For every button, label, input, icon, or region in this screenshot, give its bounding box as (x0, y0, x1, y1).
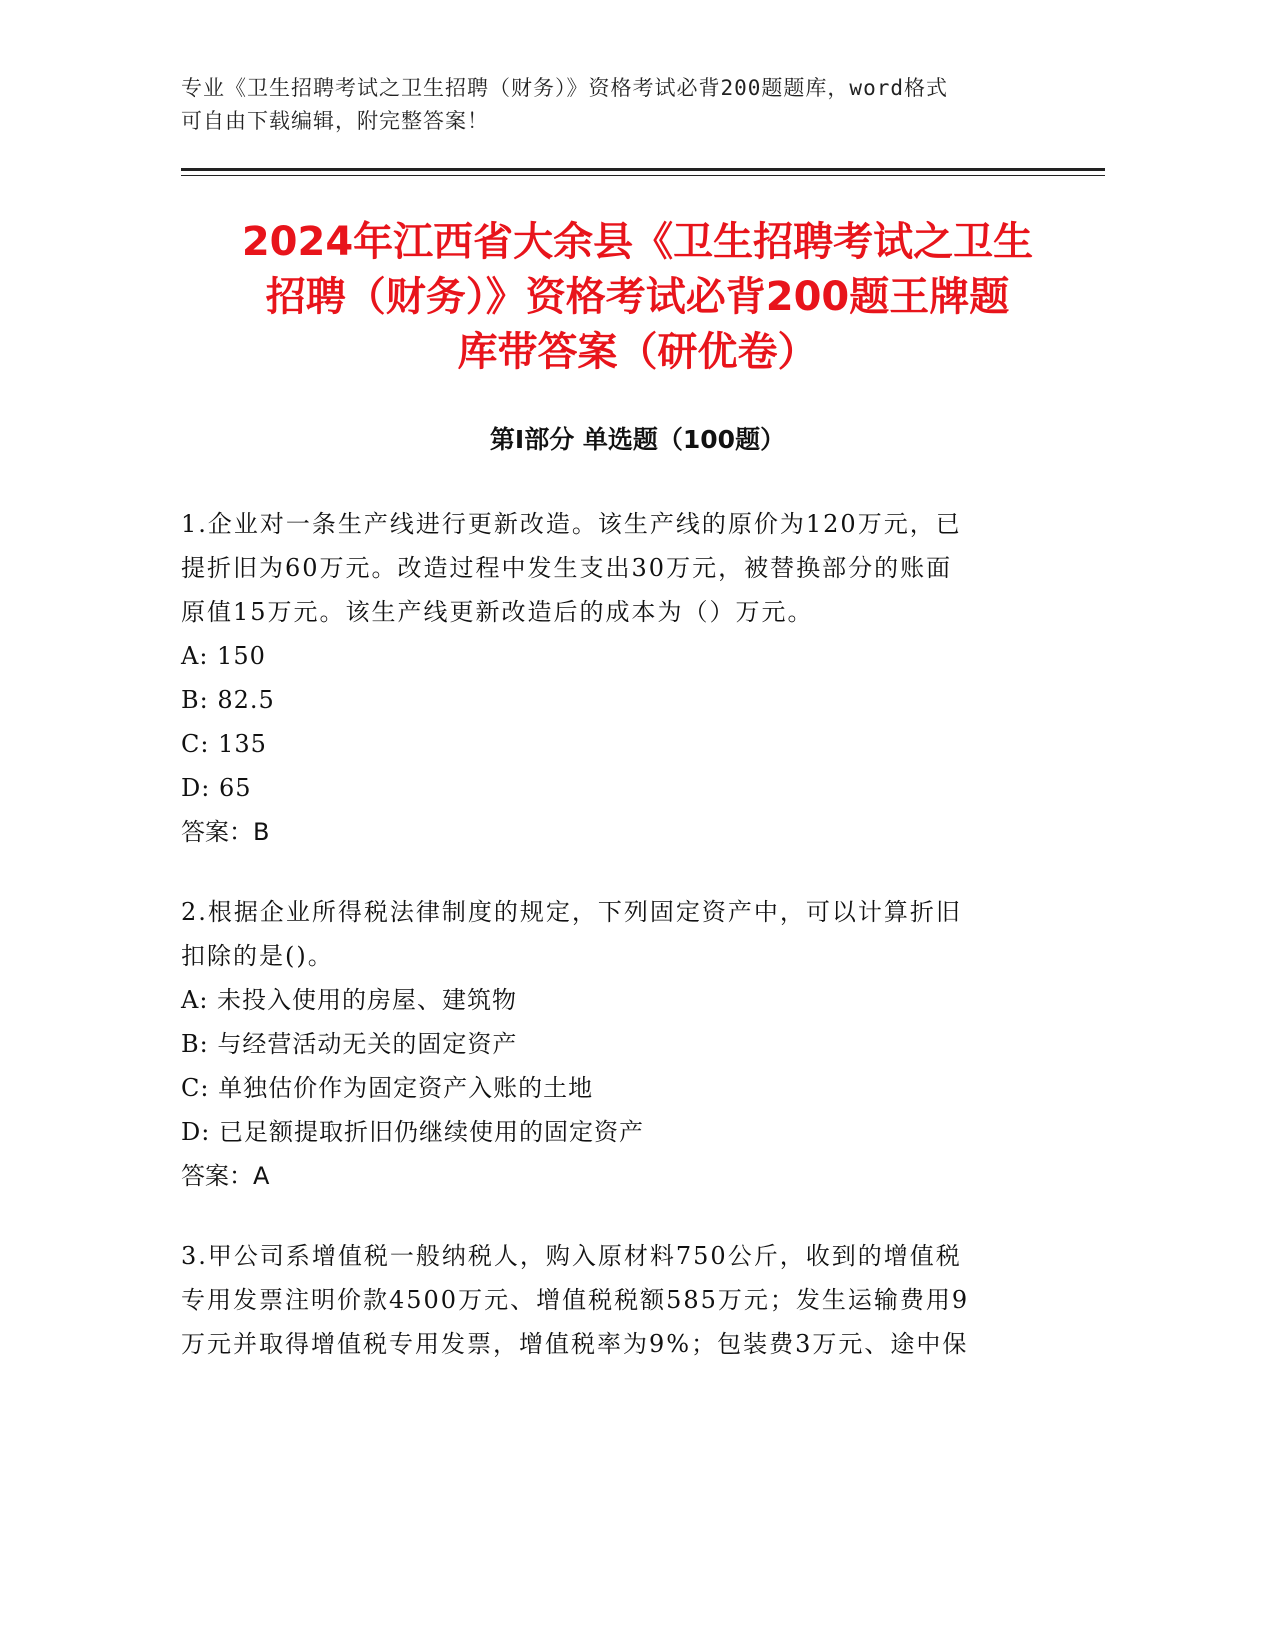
question-2 (181, 890, 1031, 1198)
document-title (150, 215, 1125, 380)
question-list (181, 502, 1031, 1402)
question-3 (181, 1234, 1031, 1366)
header-line-1: 专业《卫生招聘考试之卫生招聘（财务）》资格考试必背200题题库，word格式 (181, 76, 948, 100)
section-heading: 第Ⅰ部分 单选题（100题） (489, 425, 786, 454)
title-line-3: 库带答案（研优卷） (457, 329, 818, 375)
question-text-line: 3.甲公司系增值税一般纳税人，购入原材料750公斤，收到的增值税 (181, 1242, 962, 1270)
answer: 答案：A (181, 1162, 270, 1190)
header-divider-thin (181, 175, 1105, 176)
header-divider-thick (181, 168, 1105, 171)
header-line-2: 可自由下载编辑，附完整答案！ (181, 109, 489, 133)
question-text-line: 原值15万元。该生产线更新改造后的成本为（）万元。 (181, 598, 814, 626)
question-text-line: 专用发票注明价款4500万元、增值税税额585万元；发生运输费用9 (181, 1286, 970, 1314)
option-c: C: 单独估价作为固定资产入账的土地 (181, 1074, 594, 1102)
title-line-1: 2024年江西省大余县《卫生招聘考试之卫生 (241, 219, 1034, 265)
question-1 (181, 502, 1031, 854)
option-d: D: 65 (181, 774, 252, 802)
option-b: B: 与经营活动无关的固定资产 (181, 1030, 518, 1058)
option-d: D: 已足额提取折旧仍继续使用的固定资产 (181, 1118, 644, 1146)
question-text-line: 1.企业对一条生产线进行更新改造。该生产线的原价为120万元，已 (181, 510, 962, 538)
title-line-2: 招聘（财务）》资格考试必背200题王牌题 (265, 274, 1010, 320)
answer: 答案：B (181, 818, 270, 846)
question-text-line: 2.根据企业所得税法律制度的规定，下列固定资产中，可以计算折旧 (181, 898, 962, 926)
document-header (181, 72, 1031, 138)
option-a: A: 未投入使用的房屋、建筑物 (181, 986, 518, 1014)
option-a: A: 150 (181, 642, 266, 670)
option-b: B: 82.5 (181, 686, 275, 714)
question-text-line: 提折旧为60万元。改造过程中发生支出30万元，被替换部分的账面 (181, 554, 953, 582)
question-text-line: 万元并取得增值税专用发票，增值税率为9%；包装费3万元、途中保 (181, 1330, 969, 1358)
option-c: C: 135 (181, 730, 267, 758)
question-text-line: 扣除的是()。 (181, 942, 334, 970)
